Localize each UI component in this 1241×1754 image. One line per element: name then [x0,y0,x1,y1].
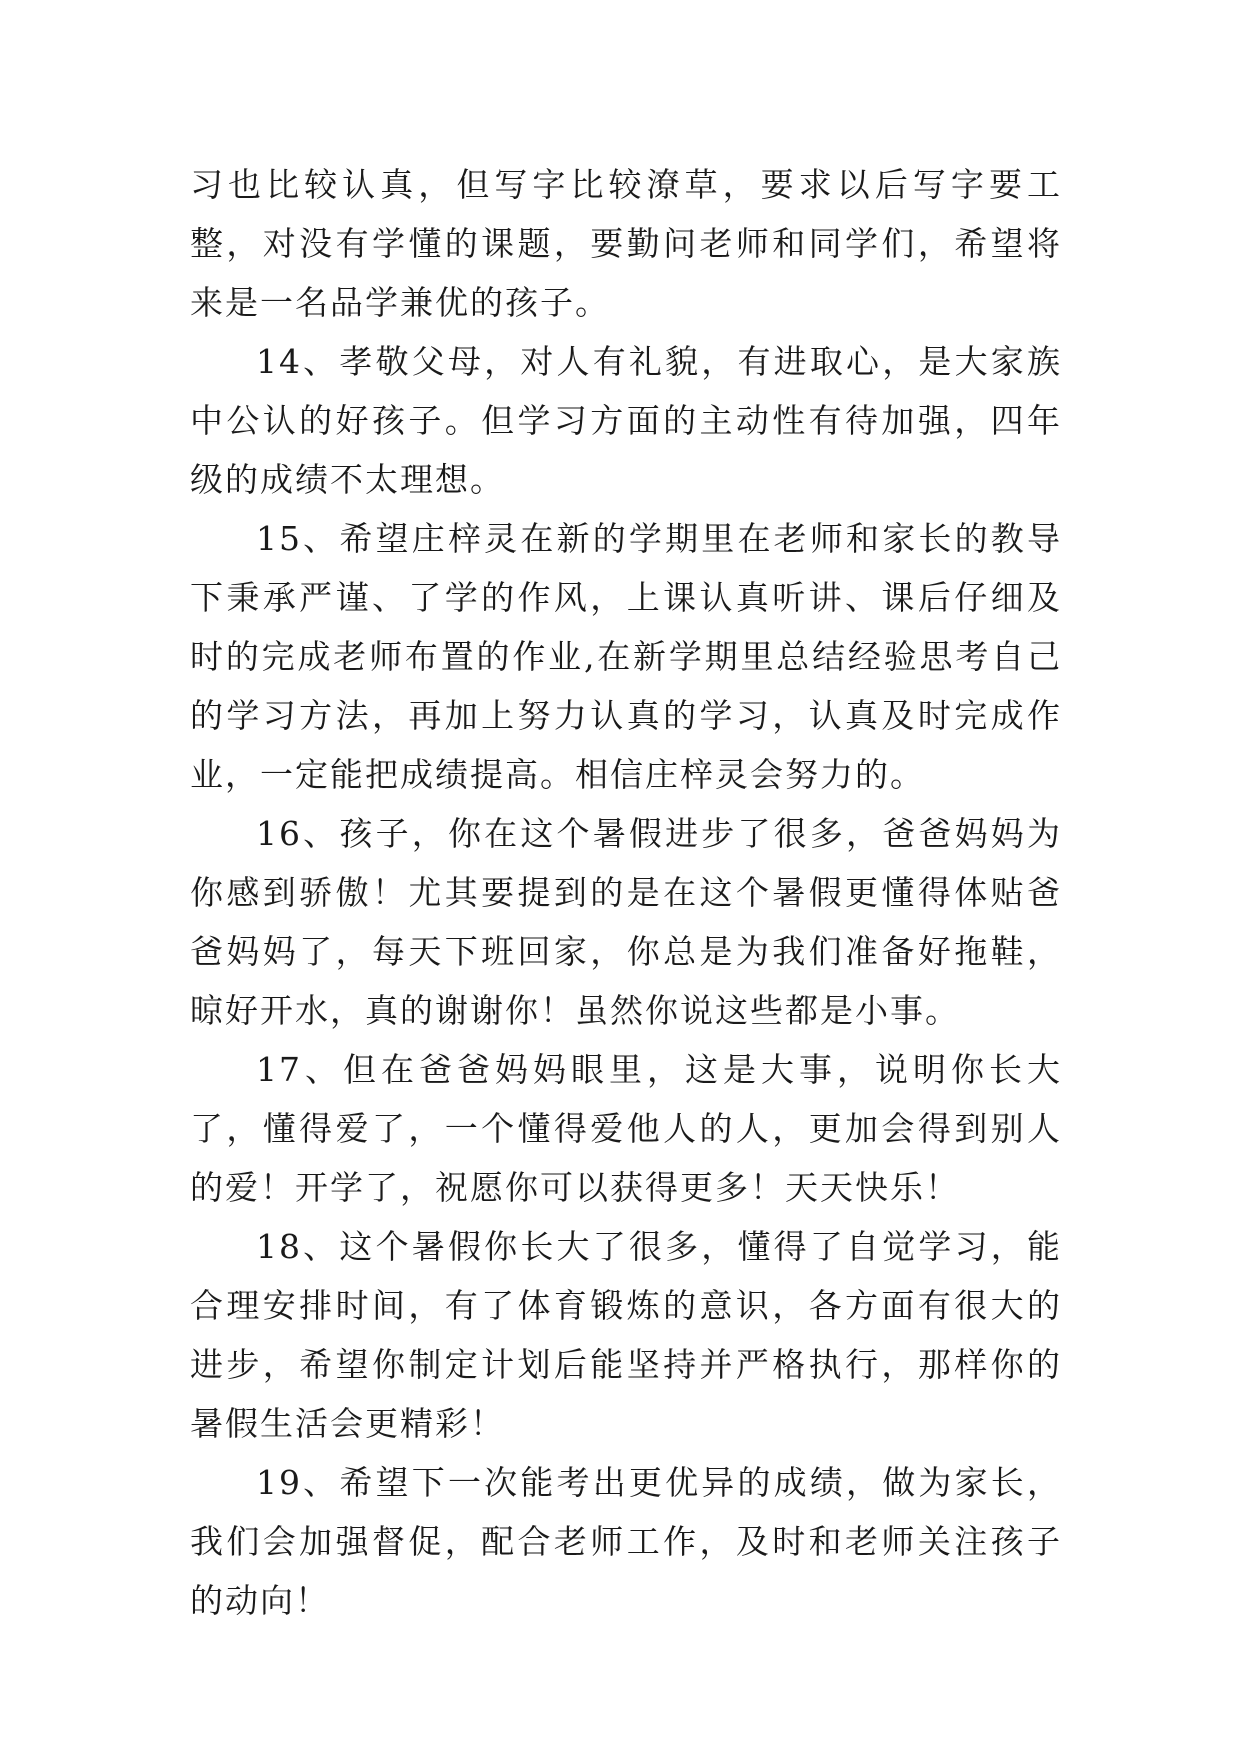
document-body [190,155,1062,1630]
paragraph-item-18: 18、这个暑假你长大了很多，懂得了自觉学习，能合理安排时间，有了体育锻炼的意识，各方面有很大的进步，希望你制定计划后能坚持并严格执行，那样你的暑假生活会更精彩！ [190,1227,1062,1443]
paragraph-item-14: 14、孝敬父母，对人有礼貌，有进取心，是大家族中公认的好孩子。但学习方面的主动性有待加强，四年级的成绩不太理想。 [190,342,1062,499]
paragraph-item-16: 16、孩子，你在这个暑假进步了很多，爸爸妈妈为你感到骄傲！尤其要提到的是在这个暑假更懂得体贴爸爸妈妈了，每天下班回家，你总是为我们准备好拖鞋，晾好开水，真的谢谢你！虽然你说这些都是小事。 [190,814,1062,1030]
paragraph-item-17: 17、但在爸爸妈妈眼里，这是大事，说明你长大了，懂得爱了，一个懂得爱他人的人，更加会得到别人的爱！开学了，祝愿你可以获得更多！天天快乐！ [190,1050,1062,1207]
paragraph-continuation: 习也比较认真，但写字比较潦草，要求以后写字要工整，对没有学懂的课题，要勤问老师和同学们，希望将来是一名品学兼优的孩子。 [190,165,1062,322]
paragraph-item-19: 19、希望下一次能考出更优异的成绩，做为家长，我们会加强督促，配合老师工作，及时和老师关注孩子的动向！ [190,1463,1062,1620]
paragraph-item-15: 15、希望庄梓灵在新的学期里在老师和家长的教导下秉承严谨、了学的作风，上课认真听讲、课后仔细及时的完成老师布置的作业,在新学期里总结经验思考自己的学习方法，再加上努力认真的学习，认真及时完成作业，一定能把成绩提高。相信庄梓灵会努力的。 [190,519,1062,794]
